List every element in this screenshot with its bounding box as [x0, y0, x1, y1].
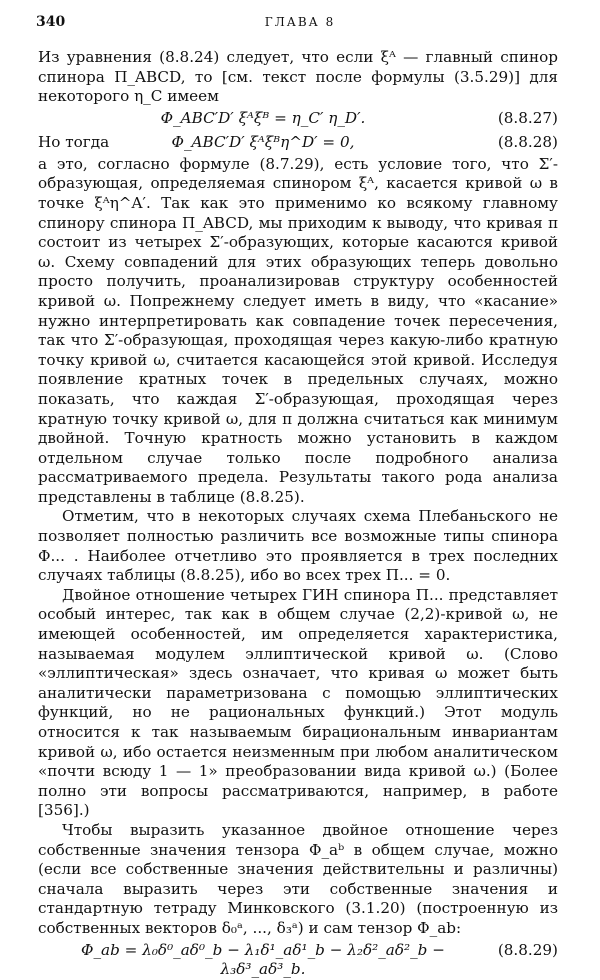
equation-formula: Φ_ab = λ₀δ⁰_aδ⁰_b − λ₁δ¹_aδ¹_b − λ₂δ²_aδ²_b − λ₃δ³_aδ³_b.: [81, 940, 445, 979]
chapter-title: ГЛАВА 8: [264, 15, 336, 29]
page-header: [36, 14, 564, 34]
paragraph-5: Чтобы выразить указанное двойное отношение через собственные значения тензора Φ_aᵇ в общем случае, можно (если все собственные значения действительны и различны) сначала выразить через эти собственные значения и стандартную тетраду Минковского (3.1.20) (построенную из собственных векторов δ₀ᵃ, ..., δ₃ᵃ) и сам тензор Φ_ab:: [38, 820, 558, 937]
equation-8-8-28: [38, 133, 558, 155]
equation-8-8-29: [38, 940, 558, 979]
paragraph-2: а это, согласно формуле (8.7.29), есть условие того, что Σ′-образующая, определяемая спинором ξᴬ, касается кривой ω в точке ξᴬη^A′. Так как это применимо ко всякому главному спинору спинора Π_ABCD, мы приходим к выводу, что кривая π состоит из четырех Σ′-образующих, которые касаются кривой ω. Схему совпадений для этих образующих теперь довольно просто получить, проанализировав структуру особенностей кривой ω. Попрежнему следует иметь в виду, что «касание» нужно интерпретировать как совпадение точек пересечения, так что Σ′-образующая, проходящая через какую-либо кратную точку кривой ω, считается касающейся этой кривой. Исследуя появление кратных точек в предельных случаях, можно показать, что каждая Σ′-образующая, проходящая через кратную точку кривой ω, для π должна считаться как минимум двойной. Точную кратность можно установить в каждом отдельном случае только после подробного анализа рассматриваемого предела. Результаты такого рода анализа представлены в таблице (8.8.25).: [38, 154, 558, 506]
equation-number: (8.8.29): [497, 940, 558, 959]
equation-formula: Φ_ABC′D′ ξᴬξᴮ = η_C′ η_D′.: [160, 108, 366, 127]
page-number: 340: [36, 14, 66, 30]
equation-8-8-27: [38, 109, 558, 131]
equation-number: (8.8.27): [497, 108, 558, 127]
paragraph-4: Двойное отношение четырех ГИН спинора Π... представляет особый интерес, так как в общем случае (2,2)-кривой ω, не имеющей особенностей, им определяется характеристика, называемая модулем эллиптической кривой ω. (Слово «эллиптическая» здесь означает, что кривая ω может быть аналитически параметризована с помощью эллиптических функций, но не рациональных функций.) Этот модуль относится к так называемым бирациональным инвариантам кривой ω, ибо остается неизменным при любом аналитическом «почти всюду 1 — 1» преобразовании вида кривой ω.) (Более полно эти вопросы рассматриваются, например, в работе [356].): [38, 585, 558, 820]
equation-number: (8.8.28): [497, 132, 558, 151]
paragraph-3: Отметим, что в некоторых случаях схема Плебаньского не позволяет полностью различить все возможные типы спинора Φ... . Наиболее отчетливо это проявляется в трех последних случаях таблицы (8.8.25), ибо во всех трех Π... = 0.: [38, 507, 558, 585]
body-text: [38, 48, 558, 979]
equation-lead-text: Но тогда: [38, 132, 110, 151]
paragraph-1: Из уравнения (8.8.24) следует, что если ξᴬ — главный спинор спинора Π_ABCD, то [см. текст после формулы (3.5.29)] для некоторого η_C имеем: [38, 48, 558, 106]
equation-formula: Φ_ABC′D′ ξᴬξᴮη^D′ = 0,: [171, 132, 355, 151]
